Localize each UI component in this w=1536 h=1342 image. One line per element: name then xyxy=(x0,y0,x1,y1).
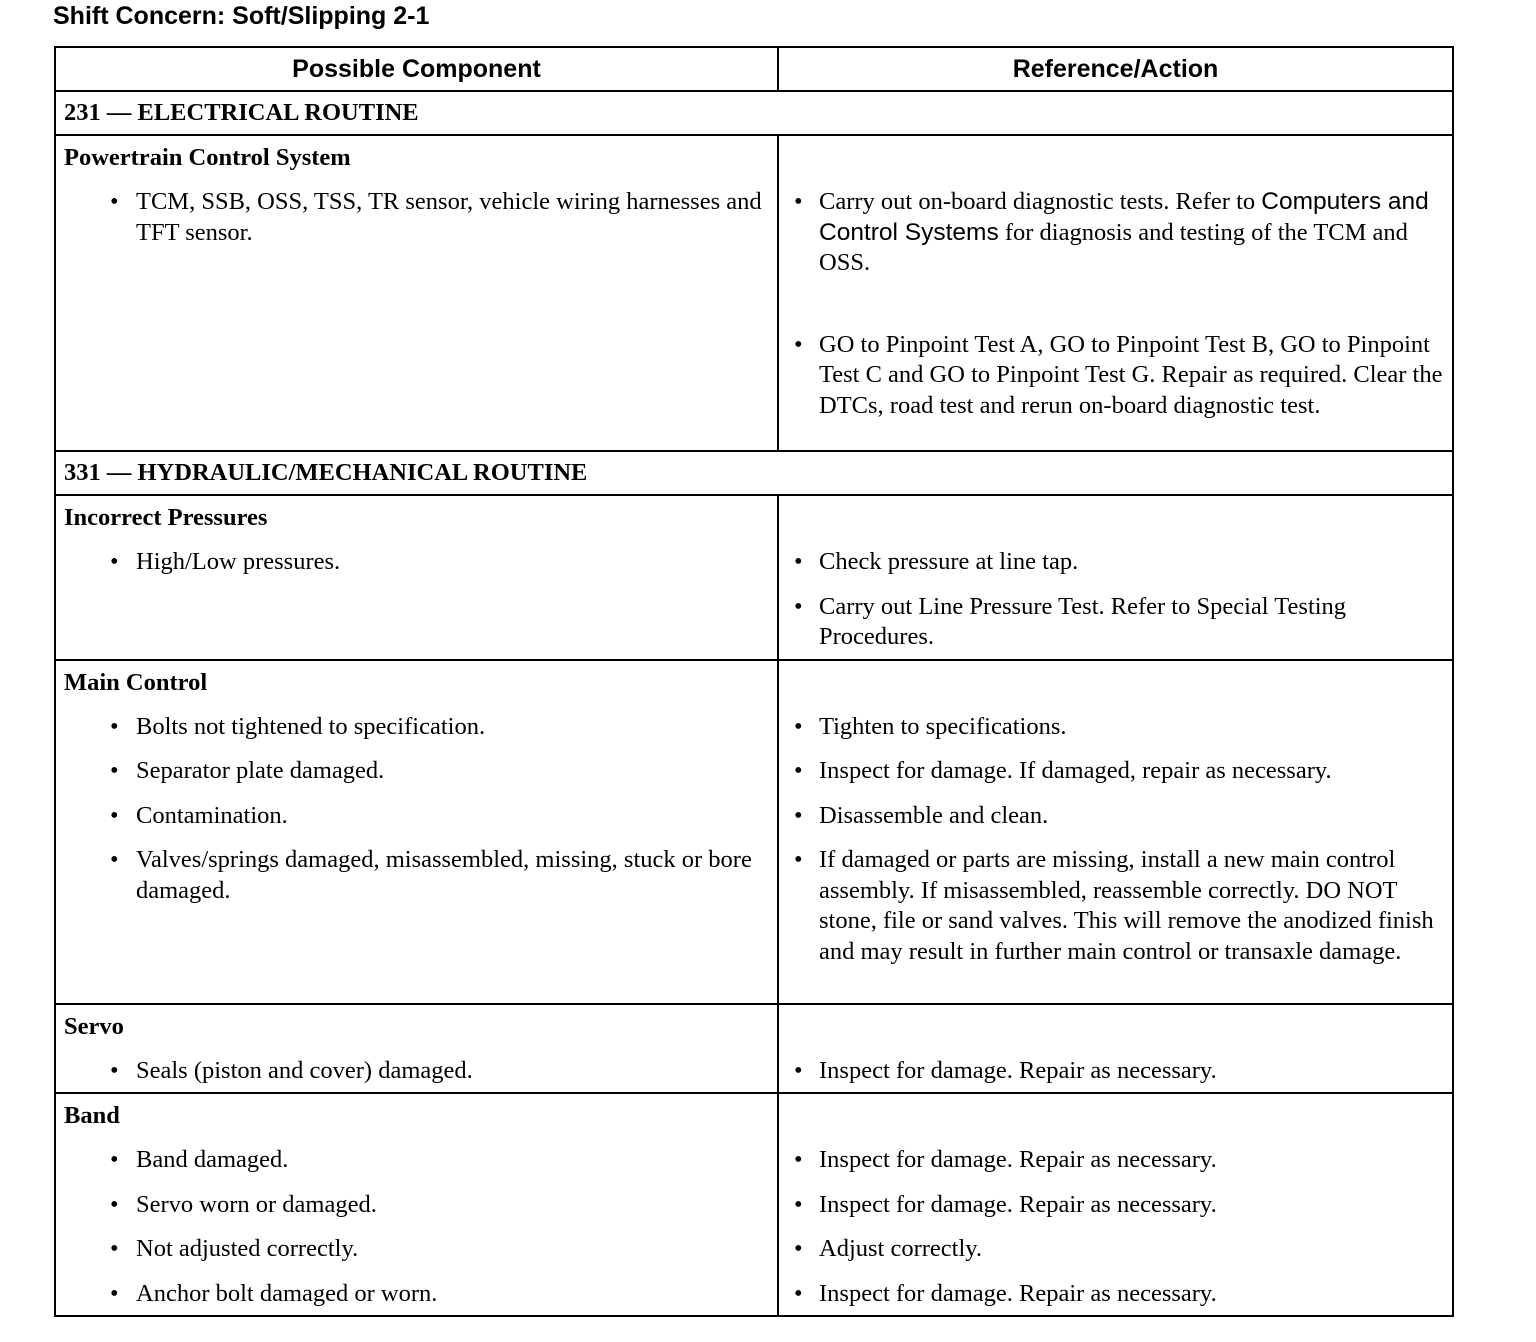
action-item: • Inspect for damage. If damaged, repair as necessary. xyxy=(779,756,1452,787)
header-possible-component: Possible Component xyxy=(55,47,778,91)
bullet-icon: • xyxy=(794,1190,803,1218)
routine-row xyxy=(55,451,1453,495)
action-item: • Inspect for damage. Repair as necessary. xyxy=(779,1190,1452,1221)
bullet-icon: • xyxy=(794,1235,803,1262)
bullet-icon: • xyxy=(110,801,119,829)
component-item: • Anchor bolt damaged or worn. xyxy=(56,1279,777,1316)
action-cell xyxy=(778,1093,1453,1316)
action-cell xyxy=(778,135,1453,451)
bullet-icon: • xyxy=(794,1279,803,1307)
action-item: • Carry out Line Pressure Test. Refer to Special Testing Procedures. xyxy=(794,592,1347,650)
group-row xyxy=(55,495,1453,660)
bullet-icon: • xyxy=(110,1279,119,1307)
action-item: • GO to Pinpoint Test A, GO to Pinpoint Test B, GO to Pinpoint Test C and GO to Pinpoint Test G. Repair as required. Clear the DTCs, road test and rerun on-board diagnostic test. xyxy=(794,330,1443,419)
component-item: • Valves/springs damaged, misassembled, missing, stuck or bore damaged. xyxy=(110,846,752,904)
component-item: • Bolts not tightened to specification. xyxy=(56,712,777,743)
component-cell xyxy=(55,135,778,451)
header-row xyxy=(55,47,1453,91)
bullet-icon: • xyxy=(110,757,119,784)
action-item: • Disassemble and clean. xyxy=(779,801,1452,832)
component-item: • TCM, SSB, OSS, TSS, TR sensor, vehicle wiring harnesses and TFT sensor. xyxy=(110,188,762,246)
group-row xyxy=(55,1093,1453,1316)
routine-row xyxy=(55,91,1453,135)
action-item: • Inspect for damage. Repair as necessary. xyxy=(779,1279,1452,1316)
routine-heading: 331 — HYDRAULIC/MECHANICAL ROUTINE xyxy=(55,451,1453,495)
action-item: • Check pressure at line tap. xyxy=(779,547,1452,578)
component-cell xyxy=(55,495,778,660)
bullet-icon: • xyxy=(794,548,803,575)
component-cell xyxy=(55,1093,778,1316)
bullet-icon: • xyxy=(794,846,803,873)
component-cell xyxy=(55,660,778,1004)
action-item: • Adjust correctly. xyxy=(779,1234,1452,1265)
action-item: • If damaged or parts are missing, install a new main control assembly. If misassembled, reassemble correctly. DO NOT stone, file or sand valves. This will remove the anodized finish and may result in further main control or transaxle damage. xyxy=(794,846,1434,965)
action-item: • Carry out on-board diagnostic tests. Refer to Computers and Control Systems for diagnosis and testing of the TCM and OSS. xyxy=(794,188,1429,276)
group-title: Main Control xyxy=(64,668,208,696)
component-cell xyxy=(55,1004,778,1094)
bullet-icon: • xyxy=(794,592,803,620)
action-cell xyxy=(778,1004,1453,1094)
bullet-icon: • xyxy=(110,846,119,873)
bullet-icon: • xyxy=(110,1235,119,1262)
action-item: • Inspect for damage. Repair as necessary. xyxy=(779,1145,1452,1176)
header-reference-action: Reference/Action xyxy=(778,47,1453,91)
component-item: • Contamination. xyxy=(56,801,777,832)
bullet-icon: • xyxy=(794,757,803,784)
routine-heading: 231 — ELECTRICAL ROUTINE xyxy=(55,91,1453,135)
bullet-icon: • xyxy=(110,712,119,740)
action-cell xyxy=(778,495,1453,660)
bullet-icon: • xyxy=(794,712,803,740)
bullet-icon: • xyxy=(794,188,803,215)
group-title: Band xyxy=(64,1102,120,1129)
action-item: • Tighten to specifications. xyxy=(779,712,1452,743)
group-title: Incorrect Pressures xyxy=(64,504,268,531)
component-item: • Separator plate damaged. xyxy=(56,756,777,787)
bullet-icon: • xyxy=(110,548,119,575)
bullet-icon: • xyxy=(794,1146,803,1173)
bullet-icon: • xyxy=(110,1146,119,1173)
group-row xyxy=(55,135,1453,451)
bullet-icon: • xyxy=(110,188,119,215)
diagnosis-table xyxy=(54,46,1454,1317)
component-item: • Seals (piston and cover) damaged. xyxy=(56,1056,777,1093)
group-title: Servo xyxy=(64,1012,124,1040)
bullet-icon: • xyxy=(110,1056,119,1084)
group-row xyxy=(55,660,1453,1004)
action-cell xyxy=(778,660,1453,1004)
action-item: • Inspect for damage. Repair as necessary. xyxy=(779,1056,1452,1093)
bullet-icon: • xyxy=(794,801,803,829)
group-title: Powertrain Control System xyxy=(64,144,351,171)
component-item: • High/Low pressures. xyxy=(56,547,777,578)
reference-link[interactable]: Computers and Control Systems xyxy=(819,188,1429,246)
bullet-icon: • xyxy=(794,1056,803,1084)
component-item: • Band damaged. xyxy=(56,1145,777,1176)
page-title: Shift Concern: Soft/Slipping 2-1 xyxy=(53,2,430,30)
bullet-icon: • xyxy=(794,330,803,358)
bullet-icon: • xyxy=(110,1190,119,1218)
group-row xyxy=(55,1004,1453,1094)
component-item: • Not adjusted correctly. xyxy=(56,1234,777,1265)
component-item: • Servo worn or damaged. xyxy=(56,1190,777,1221)
